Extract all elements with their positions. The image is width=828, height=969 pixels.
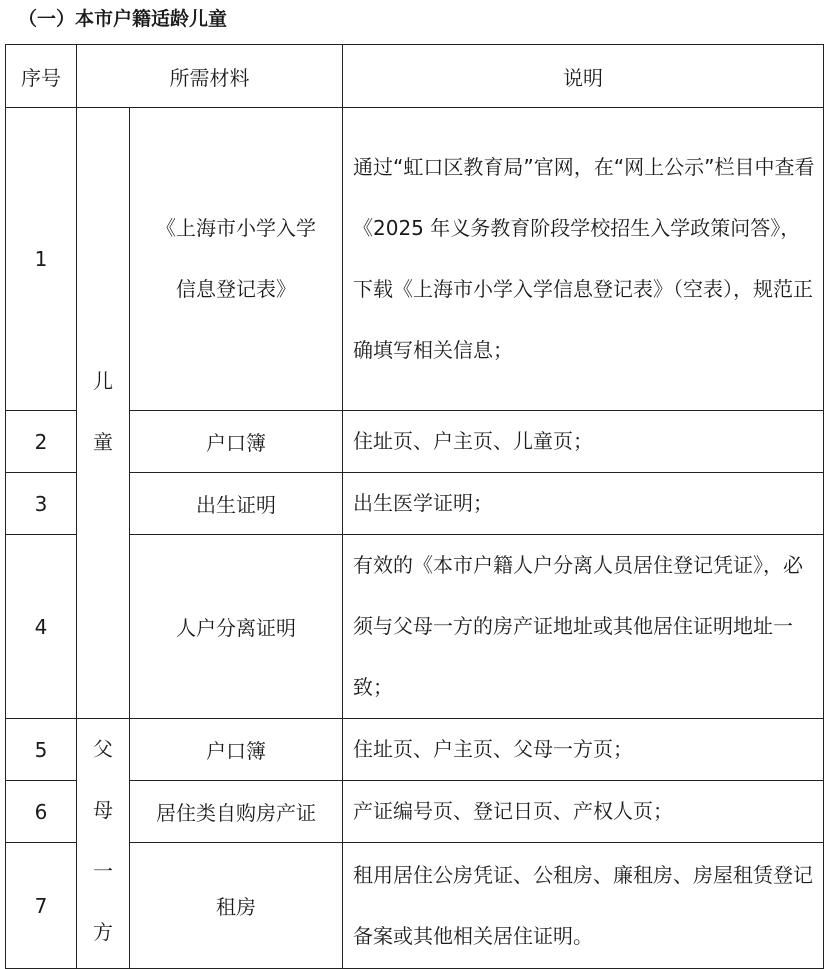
group-char: 一 — [93, 859, 113, 883]
note-cell: 租用居住公房凭证、公租房、廉租房、房屋租赁登记备案或其他相关居住证明。 — [343, 843, 824, 969]
row-number: 1 — [6, 108, 77, 411]
group-label-child — [77, 108, 130, 719]
material-cell: 出生证明 — [130, 473, 343, 535]
material-cell: 户口簿 — [130, 411, 343, 473]
note-cell: 有效的《本市户籍人户分离人员居住登记凭证》，必须与父母一方的房产证地址或其他居住证明地址一致； — [343, 535, 824, 719]
material-cell: 户口簿 — [130, 719, 343, 781]
group-char: 母 — [93, 798, 113, 822]
row-number: 5 — [6, 719, 77, 781]
group-char: 方 — [93, 920, 113, 944]
table-row — [6, 108, 824, 411]
row-number: 7 — [6, 843, 77, 969]
material-line: 《上海市小学入学 — [156, 216, 316, 240]
header-notes: 说明 — [343, 45, 824, 108]
row-number: 2 — [6, 411, 77, 473]
row-number: 6 — [6, 781, 77, 843]
table-header-row — [6, 45, 824, 108]
material-line: 信息登记表》 — [176, 277, 296, 301]
group-char: 父 — [93, 737, 113, 761]
material-cell: 居住类自购房产证 — [130, 781, 343, 843]
row-number: 4 — [6, 535, 77, 719]
section-title: （一）本市户籍适龄儿童 — [18, 8, 228, 30]
group-char: 童 — [93, 430, 113, 454]
note-cell: 产证编号页、登记日页、产权人页； — [343, 781, 824, 843]
group-label-parent — [77, 719, 130, 969]
note-cell: 出生医学证明； — [343, 473, 824, 535]
row-number: 3 — [6, 473, 77, 535]
note-cell: 住址页、户主页、父母一方页； — [343, 719, 824, 781]
note-cell: 通过“虹口区教育局”官网，在“网上公示”栏目中查看《2025 年义务教育阶段学校招生入学政策问答》，下载《上海市小学入学信息登记表》（空表），规范正确填写相关信息； — [343, 108, 824, 411]
header-no: 序号 — [6, 45, 77, 108]
materials-table — [5, 44, 824, 969]
group-char: 儿 — [93, 369, 113, 393]
note-cell: 住址页、户主页、儿童页； — [343, 411, 824, 473]
material-cell: 人户分离证明 — [130, 535, 343, 719]
material-cell: 租房 — [130, 843, 343, 969]
material-cell — [130, 108, 343, 411]
header-materials: 所需材料 — [77, 45, 343, 108]
table-row — [6, 719, 824, 781]
